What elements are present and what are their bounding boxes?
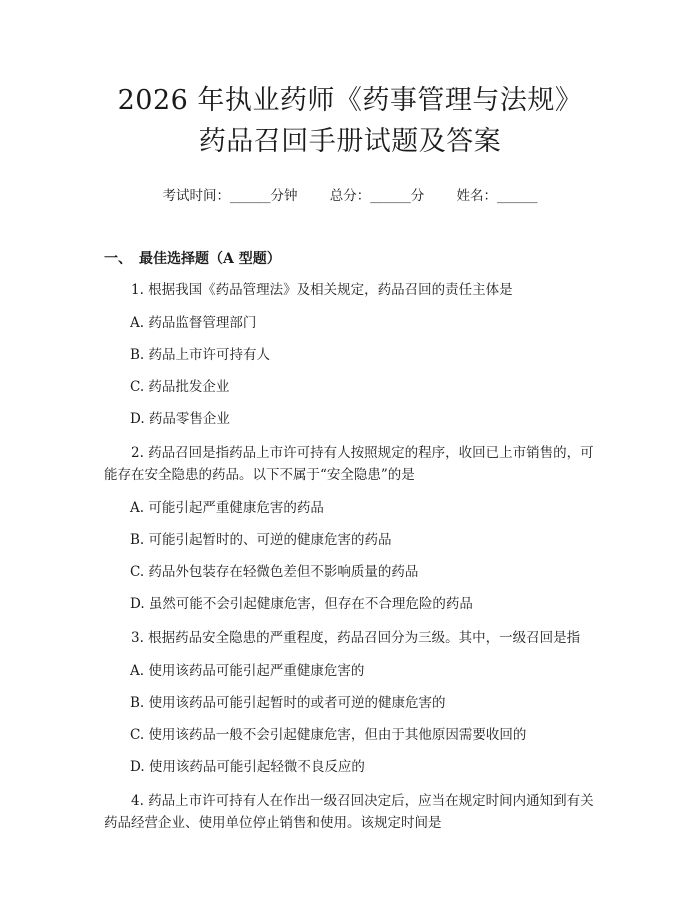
question-option: B. 可能引起暂时的、可逆的健康危害的药品 [130,532,392,548]
question-option: C. 药品外包装存在轻微色差但不影响质量的药品 [130,564,419,580]
question-option: D. 药品零售企业 [130,411,230,427]
question-option: B. 药品上市许可持有人 [130,347,271,363]
question-stem: 3. 根据药品安全隐患的严重程度，药品召回分为三级。其中，一级召回是指 [131,630,581,646]
question-option: C. 使用该药品一般不会引起健康危害，但由于其他原因需要收回的 [130,727,527,743]
question-option: A. 药品监督管理部门 [130,315,257,331]
question-option: D. 虽然可能不会引起健康危害，但存在不合理危险的药品 [130,596,473,612]
section-heading: 一、 最佳选择题（A 型题） [104,251,281,267]
exam-score: 总分：______分 [329,188,425,204]
question-stem: 1. 根据我国《药品管理法》及相关规定，药品召回的责任主体是 [131,282,513,298]
question-option: A. 使用该药品可能引起严重健康危害的 [130,663,365,679]
exam-time: 考试时间：______分钟 [162,188,298,204]
question-stem: 4. 药品上市许可持有人在作出一级召回决定后，应当在规定时间内通知到有关药品经营企业、使用单位停止销售和使用。该规定时间是 [104,793,594,831]
document-title: 2026 年执业药师《药事管理与法规》药品召回手册试题及答案 [117,85,583,157]
exam-name: 姓名：______ [456,188,538,204]
question-option: D. 使用该药品可能引起轻微不良反应的 [130,759,365,775]
question-option: B. 使用该药品可能引起暂时的或者可逆的健康危害的 [130,695,446,711]
exam-info [104,186,596,206]
question-stem: 2. 药品召回是指药品上市许可持有人按照规定的程序，收回已上市销售的，可能存在安全隐患的药品。以下不属于“安全隐患”的是 [104,445,594,483]
question-option: C. 药品批发企业 [130,379,230,395]
question-option: A. 可能引起严重健康危害的药品 [130,500,324,516]
